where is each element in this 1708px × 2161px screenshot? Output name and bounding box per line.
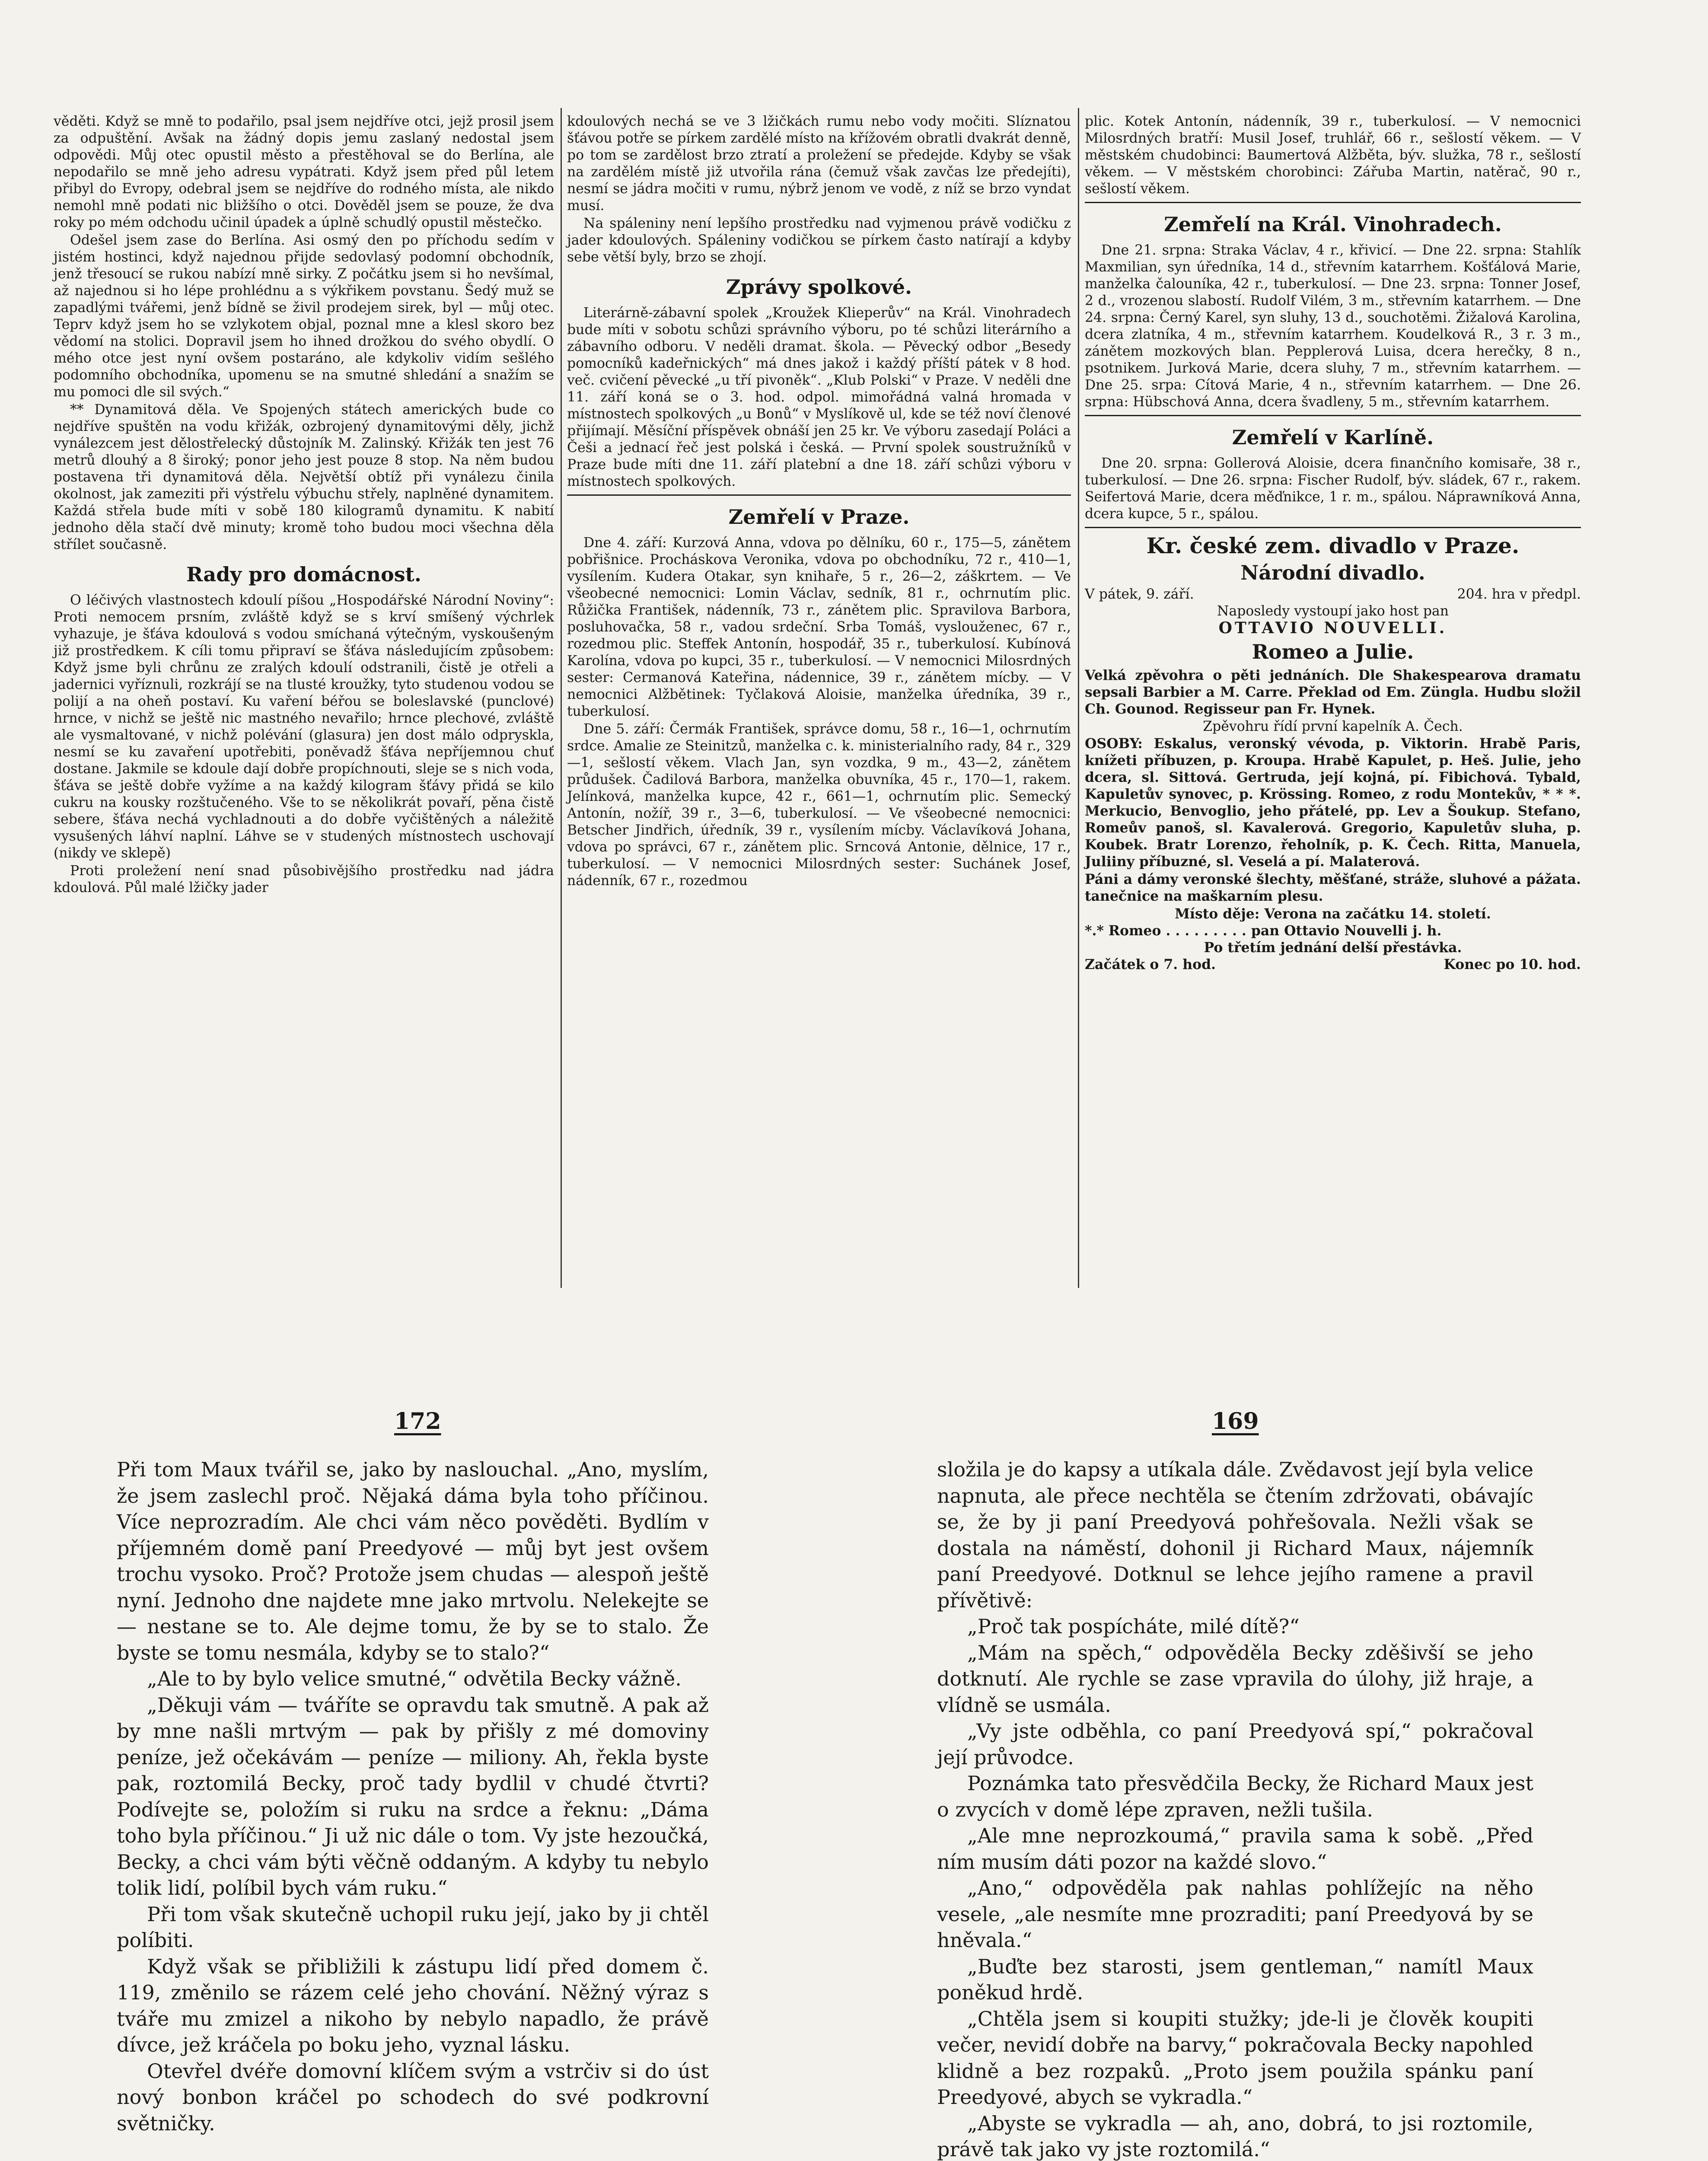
paragraph: Odešel jsem zase do Berlína. Asi osmý den po příchodu sedím v jistém hostinci, když najednou přijde sedovlasý podomní obchodník, jenž třesoucí se rukou nabízí mně sirky. Z počátku jsem si ho nevšímal, až najednou si ho lépe prohlédnu a s výkřikem povstanu. Šedý muž se zapadlými tvářemi, jenž bídně se živil prodejem sirek, byl — můj otec. Teprv když jsem ho se vzlykotem objal, poznal mne a klesl skoro bez vědomí na stolici. Dopravil jsem ho ihned drožkou do svého obydlí. O mého otce jest nyní ovšem postaráno, ale kdykoliv vidím sešlého podomního obchodníka, upomenu se na smutné shledání a snažím se mu pomoci dle sil svých.“ <box>54 233 554 400</box>
page-number-left: 172 <box>394 1408 441 1434</box>
scene-note: Páni a dámy veronské šlechty, měšťané, stráže, sluhové a pážata. tanečnice na maškarním plesu. <box>1085 871 1581 904</box>
divider <box>1085 415 1581 416</box>
paragraph: „Ale mne neprozkoumá,“ pravila sama k sobě. „Před ním musím dáti pozor na každé slovo.“ <box>937 1824 1533 1874</box>
section-heading: Zprávy spolkové. <box>726 275 912 299</box>
paragraph: kdoulových nechá se ve 3 lžičkách rumu nebo vody močiti. Slíznatou šťávou potře se pírkem zardělé místo na křížovém obratli dvakrát denně, po tom se zardělost brzo ztratí a proležení se předejde. Kdyby se však na zardělém místě již utvořila rána (čemuž však zavčas lze předejíti), nesmí se jádra močiti v rumu, nýbrž jenom ve vodě, z níž se brzo vyndat musí. <box>567 114 1071 214</box>
paragraph: Při tom však skutečně uchopil ruku její, jako by ji chtěl políbiti. <box>117 1902 709 1952</box>
column-divider <box>1078 108 1079 1288</box>
paragraph: Proti proležení není snad působivějšího prostředku nad jádra kdoulová. Půl malé lžičky jader <box>54 863 554 896</box>
paragraph: Na spáleniny není lepšího prostředku nad vyjmenou právě vodičku z jader kdoulových. Spáleniny vodičkou se pírkem často natírají a kdyby sebe větší byly, brzo se zhojí. <box>567 216 1071 265</box>
paragraph: složila je do kapsy a utíkala dále. Zvědavost její byla velice napnuta, ale přece nechtěla se čtením zdržovati, obávajíc se, že by ji paní Preedyová pohřešovala. Nežli však se dostala na náměstí, dohonil ji Richard Maux, nájemník paní Preedyové. Dotknul se lehce jejího ramene a pravil přívětivě: <box>937 1458 1533 1612</box>
star-line: *.* Romeo . . . . . . . . . pan Ottavio Nouvelli j. h. <box>1085 923 1442 939</box>
section-heading: Zemřelí v Karlíně. <box>1232 426 1434 449</box>
paragraph: „Děkuji vám — tváříte se opravdu tak smutně. A pak až by mne našli mrtvým — pak by přišly z mé domoviny peníze, jež očekávám — peníze — miliony. Ah, řekla byste pak, roztomilá Becky, proč tady bydlil v chudé čtvrti? Podívejte se, položím si ruku na srdce a řeknu: „Dáma toho byla příčinou.“ Ji už nic dále o tom. Vy jste hezoučká, Becky, a chci vám býti věčně oddaným. A kdyby tu nebylo tolik lidí, políbil bych vám ruku.“ <box>117 1693 709 1900</box>
paragraph: Když však se přibližili k zástupu lidí před domem č. 119, změnilo se rázem celé jeho chování. Něžný výraz s tváře mu zmizel a nikoho by nebylo napadlo, že právě dívce, jež kráčela po boku jeho, vyznal lásku. <box>117 1954 709 2056</box>
news-column-1 <box>54 113 554 897</box>
conductor: Zpěvohru řídí první kapelník A. Čech. <box>1203 719 1463 734</box>
paragraph: věděti. Když se mně to podařilo, psal jsem nejdříve otci, jejž prosil jsem za odpuštění. Avšak na žádný dopis jemu zaslaný nedostal jsem odpovědi. Můj otec opustil město a přestěhoval se do Berlína, ale nepodařilo se mně jeho adresu vypátrati. Když jsem před půl letem přibyl do Evropy, odebral jsem se nejdříve do rodného místa, ale nikdo nemohl mně podati nic bližšího o otci. Dověděl jsem se pouze, že dva roky po mém odchodu učinil úpadek a úplně schudlý opustil městečko. <box>54 114 554 230</box>
page-number-right: 169 <box>1212 1408 1259 1434</box>
play-description: Velká zpěvohra o pěti jednáních. Dle Shakespearova dramatu sepsali Barbier a M. Carre. Překlad od Em. Züngla. Hudbu složil Ch. Gounod. Regisseur pan Fr. Hynek. <box>1085 667 1581 717</box>
paragraph: Dne 4. září: Kurzová Anna, vdova po dělníku, 60 r., 175—5, zánětem pobřišnice. Procháskova Veronika, vdova po obchodníku, 72 r., 410—1, vysílením. Kudera Otakar, syn knihaře, 5 r., 26—2, záškrtem. — Ve všeobecné nemocnici: Lomin Václav, sedník, 81 r., ochrnutím plic. Růžička František, nádenník, 73 r., zánětem plic. Spravilova Barbora, posluhovačka, 58 r., vadou srdeční. Srba Tomáš, vyslouženec, 67 r., rozedmou plic. Steffek Antonín, hospodář, 35 r., tuberkulosí. Kubínová Karolína, vdova po kupci, 35 r., tuberkulosí. — V nemocnici Milosrdných sester: Cermanová Kateřina, nádennice, 39 r., zánětem mícby. — V nemocnici Alžbětinek: Tyčlaková Aloisie, manželka úředníka, 39 r., tuberkulosí. <box>567 535 1071 719</box>
end-time: Konec po 10. hod. <box>1444 956 1581 972</box>
paragraph: O léčivých vlastnostech kdoulí píšou „Hospodářské Národní Noviny“: Proti nemocem prsním, zvláště když se s krví smíšený výchrlek vyhazuje, je šťáva kdoulová s vodou smíchaná výtečným, vyskoušeným již prostředkem. K cíli tomu připraví se šťáva následujícím způsobem: Když jsme byli chrůnu ze zralých kdoulí odstranili, čistě je otřeli a jadernici vyříznuli, rozkrájí se na tlusté kroužky, tyto studenou vodou se polijí a na oheň postaví. Ku vaření béřou se boleslavské (punclové) hrnce, v nichž se ještě nic mastného nevařilo; hrnce plechové, zvláště ale vysmaltované, v nichž polévání (glasura) jen dost málo odpryskla, nesmí se ku zavaření upotřebiti, poněvadž šťáva nepříjemnou chuť dostane. Jakmile se kdoule dají dobře propíchnouti, sleje se s nich voda, šťáva se ještě dobře vyžíme a na každý kilogram šťávy přidá se kilo cukru na kousky rozštučeného. Vše to se několikrát povaří, pěna čistě sebere, šťáva nechá vychladnouti a do dobře vyčištěných a náležitě vysušených láhví naplní. Láhve se v studených místnostech uschovají (nikdy ve sklepě) <box>54 593 554 861</box>
guest-line: Naposledy vystoupí jako host pan <box>1217 603 1449 619</box>
news-column-3 <box>1085 113 1581 973</box>
paragraph: Dne 20. srpna: Gollerová Aloisie, dcera finančního komisaře, 38 r., tuberkulosí. — Dne 26. srpna: Fischer Rudolf, býv. sládek, 67 r., rakem. Seifertová Marie, dcera měďnikce, 1 r. m., spálou. Náprawníková Anna, dcera kupce, 5 r., spálou. <box>1085 456 1581 522</box>
paragraph: Otevřel dvéře domovní klíčem svým a vstrčiv si do úst nový bonbon kráčel po schodech do své podkrovní světničky. <box>117 2059 709 2135</box>
novel-column-left <box>117 1457 709 2136</box>
theatre-subtitle: Národní divadlo. <box>1240 561 1425 584</box>
play-title: Romeo a Julie. <box>1252 640 1414 663</box>
paragraph: „Chtěla jsem si koupiti stužky; jde-li je člověk koupiti večer, nevidí dobře na barvy,“ pokračovala Becky napohled klidně a bez rozpaků. „Proto jsem použila spánku paní Preedyové, abych se vykradla.“ <box>937 2007 1533 2109</box>
paragraph: Literárně-zábavní spolek „Kroužek Klieperův“ na Král. Vinohradech bude míti v sobotu schůzi správního výboru, po té schůzi literárního a zábavního odboru. V neděli dramat. škola. — Pěvecký odbor „Besedy pomocníků kadeřnických“ má dnes jakož i každý příští pátek v 8 hod. več. cvičení pěvecké „u tří pivoněk“. „Klub Polski“ v Praze. V neděli dne 11. září koná se o 3. hod. odpol. mimořádná valná hromada v místnostech spolkových „u Bonů“ v Myslíkově ul, kde se též noví členové přijímají. Měsíční příspěvek obnáší jen 25 kr. Ve výboru zasedají Poláci a Češi a jednací řeč jest polská i česká. — První spolek soustružníků v Praze bude míti dne 11. září platební a dne 18. září schůzi výboru v místnostech spolkových. <box>567 305 1071 489</box>
cast-list: OSOBY: Eskalus, veronský vévoda, p. Viktorin. Hrabě Paris, knížeti příbuzen, p. Kroupa. Hrabě Kapulet, p. Heš. Julie, jeho dcera, sl. Sittová. Gertruda, její kojná, pí. Fibichová. Tybald, Kapuletův synovec, p. Krössing. Romeo, z rodu Montekův, * * *. Merkucio, Benvoglio, jeho přátelé, pp. Lev a Šoukup. Stefano, Romeův panoš, sl. Kavalerová. Gregorio, Kapuletův sluha, p. Koubek. Bratr Lorenzo, řeholník, p. K. Čech. Ritta, Manuela, Juliiny příbuzné, sl. Veselá a pí. Malaterová. <box>1085 736 1581 870</box>
start-time: Začátek o 7. hod. <box>1085 956 1216 972</box>
paragraph: plic. Kotek Antonín, nádenník, 39 r., tuberkulosí. — V nemocnici Milosrdných bratří: Musil Josef, truhlář, 66 r., sešlostí věkem. — V městském chudobinci: Baumertová Alžběta, býv. služka, 78 r., sešlostí věkem. — V městském chorobinci: Zářuba Martin, natěrač, 90 r., sešlostí věkem. <box>1085 114 1581 197</box>
paragraph: Poznámka tato přesvědčila Becky, že Richard Maux jest o zvycích v domě lépe zpraven, nežli tušila. <box>937 1772 1533 1821</box>
paragraph: Dne 5. září: Čermák František, správce domu, 58 r., 16—1, ochrnutím srdce. Amalie ze Steinitzů, manželka c. k. ministerialního rady, 84 r., 329—1, sešlostí věkem. Vlach Jan, syn vozdka, 9 m., 43—2, zánětem průdušek. Čadilová Barbora, manželka obuvníka, 45 r., 170—1, rakem. Jelínková, manželka kupce, 42 r., 661—1, ochrnutím plic. Semecký Antonín, nožíř, 39 r., 3—6, tuberkulosí. — Ve všeobecné nemocnici: Betscher Jindřich, úředník, 39 r., vysílením mícby. Václavíková Johana, vdova po správci, 67 r., zánětem plic. Srncová Antonie, dělnice, 17 r., tuberkulosí. — V nemocnici Milosrdných sester: Suchánek Josef, nádenník, 67 r., rozedmou <box>567 721 1071 889</box>
news-column-2 <box>567 113 1071 890</box>
paragraph: Při tom Maux tvářil se, jako by naslouchal. „Ano, myslím, že jsem zaslechl proč. Nějaká dáma byla toho příčinou. Více neprozradím. Ale chci vám něco pověděti. Bydlím v příjemném domě paní Preedyové — můj byt jest ovšem trochu vysoko. Proč? Protože jsem chudas — alespoň ještě nyní. Jednoho dne najdete mne jako mrtvolu. Nelekejte se — nestane se to. Ale dejme tomu, že by se to stalo. Že byste se tomu nesmála, kdyby se to stalo?“ <box>117 1458 709 1664</box>
guest-name: OTTAVIO NOUVELLI. <box>1218 619 1447 637</box>
paragraph: „Proč tak pospícháte, milé dítě?“ <box>967 1615 1300 1638</box>
divider <box>1085 202 1581 203</box>
theatre-subscription: 204. hra v předpl. <box>1457 586 1581 602</box>
paragraph: „Buďte bez starosti, jsem gentleman,“ namítl Maux poněkud hrdě. <box>937 1954 1533 2004</box>
paragraph: Dne 21. srpna: Straka Václav, 4 r., křivicí. — Dne 22. srpna: Stahlík Maxmilian, syn úředníka, 14 d., střevním katarrhem. Košťálová Marie, manželka čalouníka, 42 r., tuberkulosí. — Dne 23. srpna: Tonner Josef, 2 d., vrozenou slabostí. Rudolf Vilém, 3 m., střevním katarrhem. — Dne 24. srpna: Černý Karel, syn sluhy, 13 d., souchotěmi. Žižalová Karolina, dcera zlatníka, 4 m., střevním katarrhem. Koudelková R., 3 r. 3 m., zánětem mozkových blan. Pepplerová Luisa, dcera herečky, 8 n., psotnikem. Jurková Marie, dcera sluhy, 7 m., střevním katarrhem. — Dne 25. srpa: Cítová Marie, 4 n., střevním katarrhem. — Dne 26. srpna: Hübschová Anna, dcera švadleny, 5 m., střevním katarrhem. <box>1085 242 1581 410</box>
section-heading: Rady pro domácnost. <box>186 563 421 586</box>
paragraph: „Abyste se vykradla — ah, ano, dobrá, to jsi roztomile, právě tak jako vy jste roztomilá.“ <box>937 2111 1533 2161</box>
paragraph: ** Dynamitová děla. Ve Spojených státech amerických bude co nejdříve spuštěn na vodu křižák, ozbrojený dynamitovými děly, jichž vynálezcem jest dělostřelecký důstojník M. Zalinský. Křižák ten jest 76 metrů dlouhý a 8 široký; ponor jeho jest pouze 8 stop. Na něm budou postavena tři dynamitová děla. Největší obtíž při vynálezu činila okolnost, jak zameziti při výstřelu výbuchu střely, naplněné dynamitem. Každá střela bude míti v sobě 180 kilogramů dynamitu. K nabití jednoho děla stačí dvě minuty; kromě toho budou moci všechna děla střílet současně. <box>54 402 554 552</box>
divider <box>567 494 1071 496</box>
paragraph: „Ale to by bylo velice smutné,“ odvětila Becky vážně. <box>147 1667 682 1690</box>
paragraph: „Mám na spěch,“ odpověděla Becky zděšivší se jeho dotknutí. Ale rychle se zase vpravila do úlohy, již hraje, a vlídně se usmála. <box>937 1641 1533 1717</box>
time-row <box>1085 956 1581 973</box>
section-heading: Zemřelí v Praze. <box>728 505 910 529</box>
theatre-date-row <box>1085 586 1581 603</box>
place-note: Místo děje: Verona na začátku 14. století. <box>1175 906 1491 922</box>
paragraph: „Ano,“ odpověděla pak nahlas pohlížejíc na něho vesele, „ale nesmíte mne prozraditi; paní Preedyová by se hněvala.“ <box>937 1876 1533 1952</box>
novel-column-right <box>937 1457 1533 2161</box>
column-divider <box>561 108 562 1288</box>
section-heading: Zemřelí na Král. Vinohradech. <box>1164 213 1502 236</box>
divider <box>1085 527 1581 528</box>
theatre-title: Kr. české zem. divadlo v Praze. <box>1146 533 1520 558</box>
theatre-date: V pátek, 9. září. <box>1085 586 1194 602</box>
interval-note: Po třetím jednání delší přestávka. <box>1204 940 1462 956</box>
paragraph: „Vy jste odběhla, co paní Preedyová spí,“ pokračoval její průvodce. <box>937 1719 1533 1769</box>
